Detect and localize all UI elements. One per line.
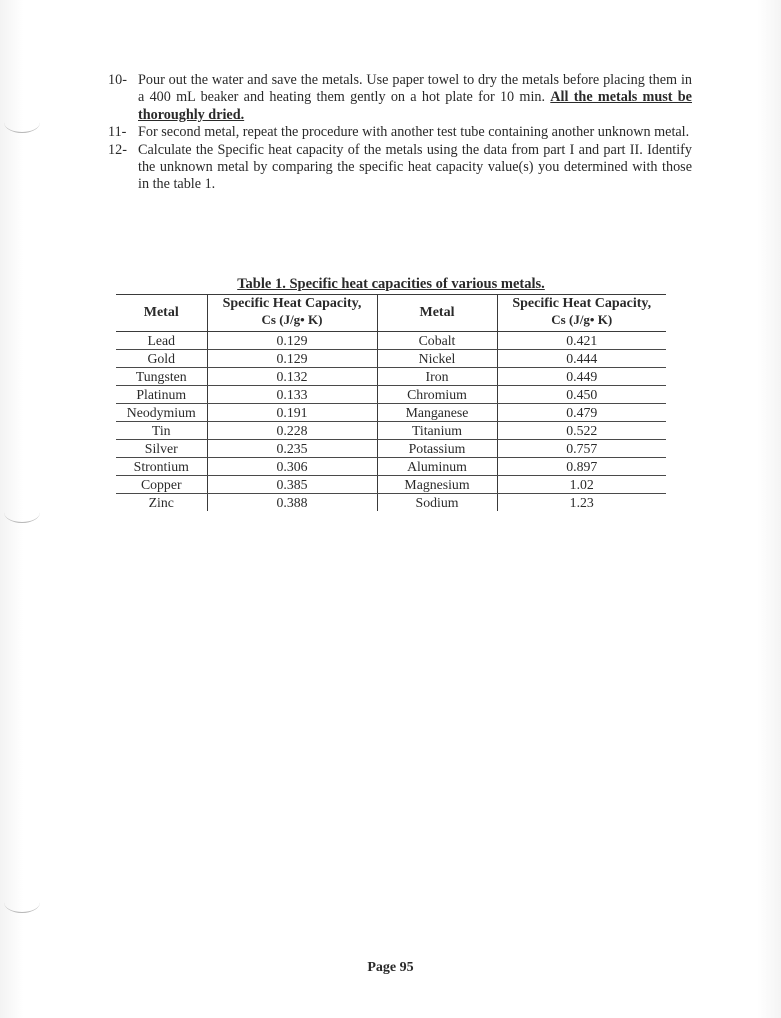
capacity-cell: 1.23 bbox=[569, 495, 594, 510]
step-text bbox=[138, 72, 692, 123]
capacity-cell: 0.444 bbox=[497, 350, 666, 368]
header-capacity bbox=[207, 295, 377, 332]
metal-cell: Tin bbox=[116, 422, 207, 440]
capacity-cell: 0.449 bbox=[497, 368, 666, 386]
table-row bbox=[116, 332, 666, 350]
binder-hole-mark bbox=[4, 502, 40, 523]
capacity-cell: 0.522 bbox=[497, 422, 666, 440]
capacity-cell: 0.479 bbox=[497, 404, 666, 422]
capacity-cell: 0.133 bbox=[207, 386, 377, 404]
procedure-step bbox=[108, 72, 692, 124]
metal-cell: Cobalt bbox=[377, 332, 497, 350]
binder-hole-mark bbox=[4, 112, 40, 133]
step-text: For second metal, repeat the procedure with another test tube containing another unknown metal. bbox=[138, 124, 690, 141]
table-row bbox=[116, 476, 666, 494]
capacity-cell: 0.129 bbox=[207, 350, 377, 368]
header-capacity-unit: Cs (J/g• K) bbox=[551, 312, 613, 327]
capacity-cell: 0.450 bbox=[497, 386, 666, 404]
header-capacity-unit: Cs (J/g• K) bbox=[261, 312, 323, 327]
table-row bbox=[116, 386, 666, 404]
metal-cell: Nickel bbox=[377, 350, 497, 368]
table-row bbox=[116, 368, 666, 386]
table-title: Table 1. Specific heat capacities of various metals. bbox=[237, 276, 545, 292]
procedure-steps bbox=[108, 72, 692, 194]
metal-cell: Copper bbox=[116, 476, 207, 494]
capacity-cell: 0.385 bbox=[207, 476, 377, 494]
metal-cell: Potassium bbox=[377, 440, 497, 458]
heat-capacity-table-section bbox=[116, 276, 666, 511]
step-emphasis: All the metals must be thoroughly dried. bbox=[138, 89, 692, 123]
capacity-cell: 0.235 bbox=[207, 440, 377, 458]
page-number: Page 95 bbox=[367, 960, 414, 975]
table-row bbox=[116, 350, 666, 368]
binder-hole-mark bbox=[4, 892, 40, 913]
procedure-step bbox=[108, 124, 692, 141]
procedure-step bbox=[108, 142, 692, 194]
capacity-cell: 0.129 bbox=[207, 332, 377, 350]
metal-cell: Tungsten bbox=[116, 368, 207, 386]
table-row bbox=[116, 440, 666, 458]
header-metal: Metal bbox=[377, 295, 497, 332]
metal-cell: Silver bbox=[116, 440, 207, 458]
metal-cell: Magnesium bbox=[377, 476, 497, 494]
table-row bbox=[116, 494, 666, 512]
capacity-cell: 1.02 bbox=[497, 476, 666, 494]
step-number: 12- bbox=[108, 141, 127, 158]
capacity-cell: 0.421 bbox=[497, 332, 666, 350]
table-row bbox=[116, 422, 666, 440]
metal-cell: Gold bbox=[116, 350, 207, 368]
metal-cell: Titanium bbox=[377, 422, 497, 440]
metal-cell: Iron bbox=[377, 368, 497, 386]
header-capacity-label: Specific Heat Capacity, bbox=[222, 296, 362, 311]
step-body: Pour out the water and save the metals. Use paper towel to dry the metals before placing them in a 400 mL beaker and heating them gently on a hot plate for 10 min. bbox=[138, 72, 692, 106]
metal-cell: Strontium bbox=[116, 458, 207, 476]
heat-capacity-table bbox=[116, 294, 666, 511]
table-row bbox=[116, 458, 666, 476]
header-capacity-label: Specific Heat Capacity, bbox=[512, 296, 652, 311]
capacity-cell: 0.191 bbox=[207, 404, 377, 422]
metal-cell: Chromium bbox=[377, 386, 497, 404]
capacity-cell: 0.757 bbox=[497, 440, 666, 458]
metal-cell: Zinc bbox=[116, 494, 207, 512]
capacity-cell: 0.306 bbox=[207, 458, 377, 476]
metal-cell: Sodium bbox=[377, 494, 497, 512]
capacity-cell: 0.132 bbox=[207, 368, 377, 386]
capacity-cell: 0.228 bbox=[207, 422, 377, 440]
header-metal: Metal bbox=[116, 295, 207, 332]
metal-cell: Aluminum bbox=[377, 458, 497, 476]
capacity-cell: 0.897 bbox=[497, 458, 666, 476]
step-text: Calculate the Specific heat capacity of the metals using the data from part I and part II. Identify the unknown metal by comparing the specific heat capacity value(s) you determined with those in the table 1. bbox=[138, 141, 692, 193]
step-number: 10- bbox=[108, 72, 127, 88]
header-capacity bbox=[497, 295, 666, 332]
table-row bbox=[116, 404, 666, 422]
metal-cell: Manganese bbox=[377, 404, 497, 422]
metal-cell: Platinum bbox=[116, 386, 207, 404]
step-number: 11- bbox=[108, 124, 127, 141]
capacity-cell: 0.388 bbox=[207, 494, 377, 512]
metal-cell: Lead bbox=[116, 332, 207, 350]
metal-cell: Neodymium bbox=[116, 404, 207, 422]
table-header-row bbox=[116, 295, 666, 332]
